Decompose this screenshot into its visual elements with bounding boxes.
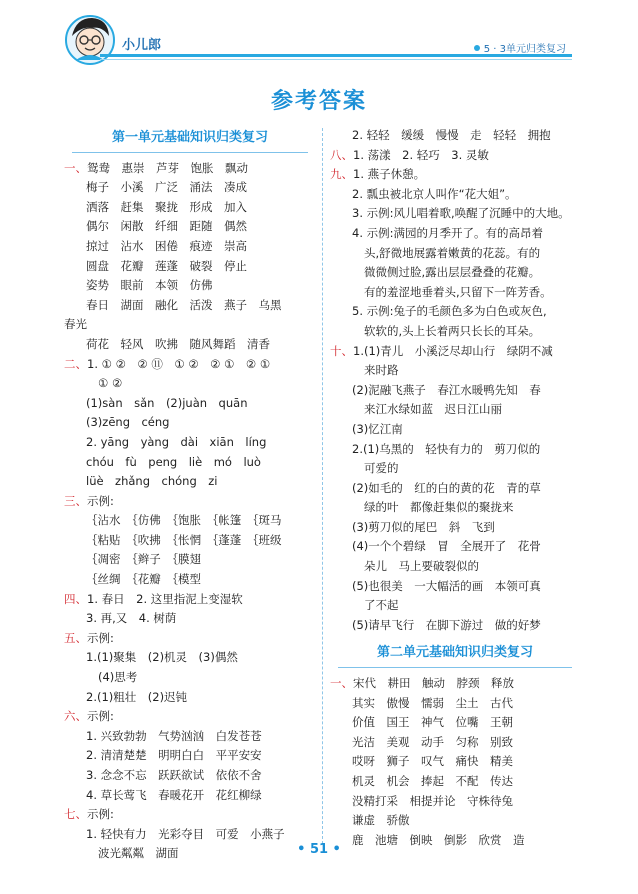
header-tag — [474, 40, 566, 55]
answer-line: 鹿 池塘 倒映 倒影 欣赏 造 — [352, 832, 525, 847]
answer-line: 八、1. 荡漾 2. 轻巧 3. 灵敏 — [330, 147, 489, 162]
answer-line: 七、示例: — [64, 807, 114, 822]
header-rule-thin — [100, 59, 572, 60]
answer-line: (2)泥融飞燕子 春江水暖鸭先知 春 — [352, 382, 541, 397]
answer-line: 四、1. 春日 2. 这里指泥上变湿软 — [64, 591, 243, 606]
answer-line: 3. 再,又 4. 树荫 — [86, 611, 177, 626]
answer-line: (4)思考 — [98, 670, 138, 685]
answer-line: 可爱的 — [364, 461, 399, 476]
answer-line: 哎呀 狮子 叹气 痛快 精美 — [352, 754, 513, 769]
answer-line: 圆盘 花瓣 莲蓬 破裂 停止 — [86, 258, 247, 273]
answer-line: 朵儿 马上要破裂似的 — [364, 559, 479, 574]
answer-line: 机灵 机会 捧起 不配 传达 — [352, 774, 513, 788]
answer-line: ① ② — [98, 376, 123, 391]
answer-line: 3. 念念不忘 跃跃欲试 依依不舍 — [86, 768, 262, 782]
section-title-unit1: 第一单元基础知识归类复习 — [111, 130, 268, 145]
answer-line: 其实 傲慢 懦弱 尘土 古代 — [352, 695, 513, 710]
answer-line: 偶尔 闲散 纤细 距随 偶然 — [86, 219, 247, 234]
answer-line: 头,舒微地展露着嫩黄的花蕊。有的 — [364, 245, 541, 260]
answer-line: (1)sàn sǎn (2)juàn quān — [86, 395, 248, 410]
answer-line: 2. 清清楚楚 明明白白 平平安安 — [86, 748, 262, 763]
left-answer-lines — [64, 159, 316, 864]
answer-line: 谦虚 骄傲 — [352, 813, 410, 828]
answer-line: 微微侧过脸,露出层层叠叠的花瓣。 — [364, 265, 541, 280]
answer-line: 春日 湖面 融化 活泼 燕子 乌黑 — [86, 297, 282, 312]
answer-line: lüè zhǎng chóng zi — [86, 474, 218, 489]
answer-line: 1. 轻快有力 光彩夺目 可爱 小燕子 — [86, 826, 285, 841]
answer-line: 三、示例: — [64, 493, 114, 508]
answer-line: 2.(1)粗壮 (2)迟钝 — [86, 689, 188, 704]
answer-line: 2. 轻轻 缓缓 慢慢 走 轻轻 拥抱 — [352, 128, 551, 142]
page-header — [0, 0, 638, 70]
answer-line: 梅子 小溪 广泛 涌法 凑成 — [86, 180, 247, 195]
answer-line: 了不起 — [364, 598, 399, 613]
answer-line: ｛沾水 ｛仿佛 ｛饱胀 ｛帐篷 ｛斑马 — [86, 513, 282, 528]
answer-line: 有的羞涩地垂着头,只留下一阵芳香。 — [364, 284, 552, 299]
page-number: • 51 • — [297, 842, 341, 857]
answer-line: 4. 草长莺飞 春暖花开 花红柳绿 — [86, 787, 262, 802]
answer-line: 光洁 美观 动手 匀称 别致 — [352, 734, 513, 749]
answer-line: 2.(1)乌黑的 轻快有力的 剪刀似的 — [352, 441, 541, 456]
answer-line: 3. 示例:风儿唱着歌,唤醒了沉睡中的大地。 — [352, 206, 570, 221]
right-answer-lines-bottom — [330, 674, 580, 850]
answer-line: 掠过 沾水 困倦 痕迹 崇高 — [86, 238, 247, 253]
dot-icon — [474, 45, 480, 51]
answer-line: (5)也很美 一大幅活的画 本领可真 — [352, 578, 541, 593]
answer-line: 软软的,头上长着两只长长的耳朵。 — [364, 323, 541, 338]
section-title-unit2: 第二单元基础知识归类复习 — [376, 645, 533, 661]
answer-line: 荷花 轻风 吹拂 随风舞蹈 清香 — [86, 336, 270, 351]
answer-line: (3)剪刀似的尾巴 斜 飞到 — [352, 519, 495, 534]
answer-line: (5)请早飞行 在脚下游过 做的好梦 — [352, 617, 541, 632]
answer-line: 一、鸳鸯 惠崇 芦芽 饱胀 飘动 — [64, 160, 248, 175]
answer-line: 波光粼粼 湖面 — [98, 846, 179, 861]
answer-line: 九、1. 燕子休憩。 — [330, 167, 426, 182]
answer-line: 春光 — [64, 317, 87, 332]
answer-line: 绿的叶 都像赶集似的聚拢来 — [364, 500, 514, 515]
answer-line: 4. 示例:满园的月季开了。有的高昂着 — [352, 225, 544, 240]
column-divider — [322, 128, 323, 844]
header-tag-text: 5 · 3单元归类复习 — [483, 44, 566, 55]
answer-line: 2. 瓢虫被北京人叫作“花大姐”。 — [352, 186, 517, 201]
answer-line: (2)如毛的 红的白的黄的花 青的草 — [352, 480, 541, 495]
answer-line: 价值 国王 神气 位嘴 王朝 — [352, 715, 513, 730]
answer-line: (4)一个个碧绿 冒 全展开了 花骨 — [352, 539, 541, 554]
answer-line: ｛粘贴 ｛吹拂 ｛怅惘 ｛蓬蓬 ｛班级 — [86, 532, 282, 547]
brand-name: 小儿郎 — [122, 38, 162, 53]
answer-line: 来时路 — [364, 363, 399, 378]
answer-line: 1.(1)聚集 (2)机灵 (3)偶然 — [86, 650, 238, 665]
answer-line: 六、示例: — [64, 709, 114, 724]
answer-line: 2. yāng yàng dài xiān líng — [86, 434, 267, 449]
answer-line: 1. 兴致勃勃 气势汹汹 白发苍苍 — [86, 728, 262, 743]
answer-line: chóu fù peng liè mó luò — [86, 454, 261, 469]
answer-line: 来江水绿如蓝 迟日江山丽 — [364, 402, 502, 417]
answer-line: 5. 示例:兔子的毛颜色多为白色或灰色, — [352, 304, 547, 319]
right-column — [330, 126, 580, 850]
answer-line: ｛丝绸 ｛花瓣 ｛模型 — [86, 572, 201, 587]
answer-line: 一、宋代 耕田 触动 脖颈 释放 — [330, 676, 514, 691]
section-underline — [338, 667, 572, 668]
answer-line: (3)忆江南 — [352, 421, 403, 436]
answer-line: 二、1. ① ② ② ⑪ ① ② ② ① ② ① — [64, 356, 271, 371]
answer-line: 十、1.(1)青儿 小溪泛尽却山行 绿阴不减 — [330, 343, 553, 358]
answer-line: 姿势 眼前 本领 仿佛 — [86, 278, 213, 293]
answer-line: 洒落 赶集 聚拢 形成 加入 — [86, 199, 247, 214]
boy-mascot-icon — [62, 10, 118, 66]
page-title: 参考答案 — [270, 89, 367, 114]
section-underline — [72, 152, 308, 153]
answer-line: 没精打采 相提并论 守株待兔 — [352, 793, 513, 808]
left-column — [64, 126, 316, 864]
answer-line: ｛凋密 ｛辫子 ｛膜翅 — [86, 552, 201, 567]
right-answer-lines-top — [330, 126, 580, 635]
answer-line: 五、示例: — [64, 630, 114, 645]
answer-line: (3)zēng céng — [86, 415, 170, 430]
